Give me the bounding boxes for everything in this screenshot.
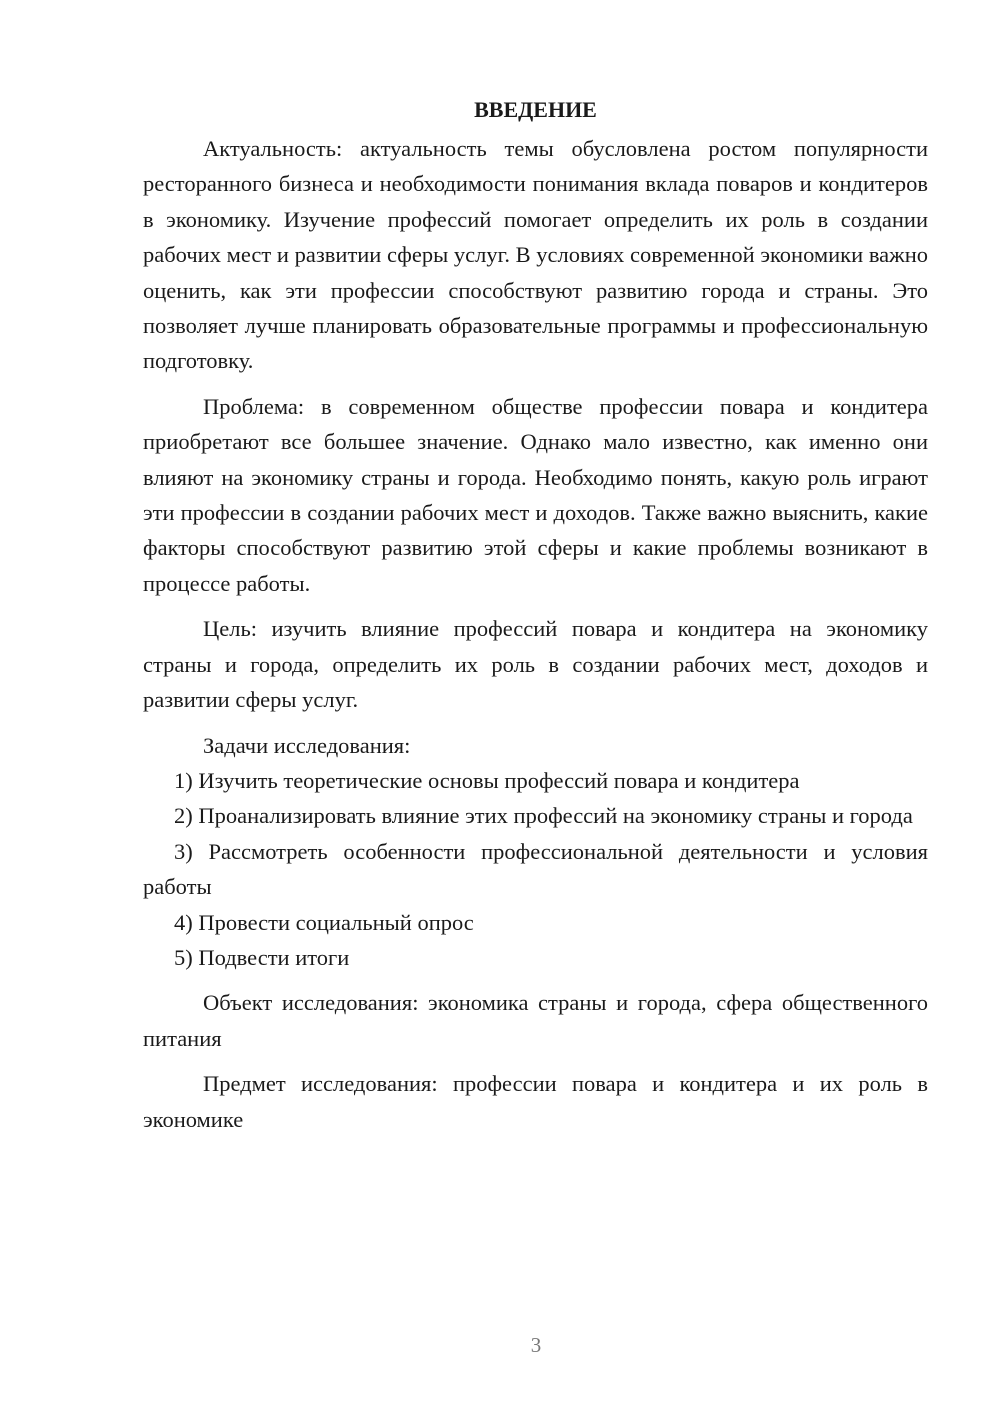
paragraph-subject: Предмет исследования: профессии повара и кондитера и их роль в экономике [143,1071,928,1132]
paragraph-goal: Цель: изучить влияние профессий повара и кондитера на экономику страны и города, определить их роль в создании рабочих мест, доходов и развитии сферы услуг. [143,616,928,713]
page-number: 3 [530,1333,542,1357]
task-item-4: 4) Провести социальный опрос [174,909,474,935]
section-heading: ВВЕДЕНИЕ [474,97,597,122]
tasks-title: Задачи исследования: [203,732,411,758]
paragraph-object: Объект исследования: экономика страны и города, сфера общественного питания [143,990,928,1051]
task-item-2: 2) Проанализировать влияние этих профессий на экономику страны и города [174,803,913,829]
paragraph-relevance: Актуальность: актуальность темы обусловлена ростом популярности ресторанного бизнеса и необходимости понимания вклада поваров и кондитеров в экономику. Изучение профессий помогает определить их роль в создании рабочих мест и развитии сферы услуг. В условиях современной экономики важно оценить, как эти профессии способствуют развитию города и страны. Это позволяет лучше планировать образовательные программы и профессиональную подготовку. [143,136,928,374]
page-content [143,92,928,1137]
task-item-3: 3) Рассмотреть особенности профессиональной деятельности и условия работы [143,838,928,900]
task-item-5: 5) Подвести итоги [174,944,350,970]
paragraph-problem: Проблема: в современном обществе профессии повара и кондитера приобретают все большее значение. Однако мало известно, как именно они влияют на экономику страны и города. Необходимо понять, какую роль играют эти профессии в создании рабочих мест и доходов. Также важно выяснить, какие факторы способствуют развитию этой сферы и какие проблемы возникают в процессе работы. [143,393,928,596]
task-item-1: 1) Изучить теоретические основы профессий повара и кондитера [174,767,800,793]
